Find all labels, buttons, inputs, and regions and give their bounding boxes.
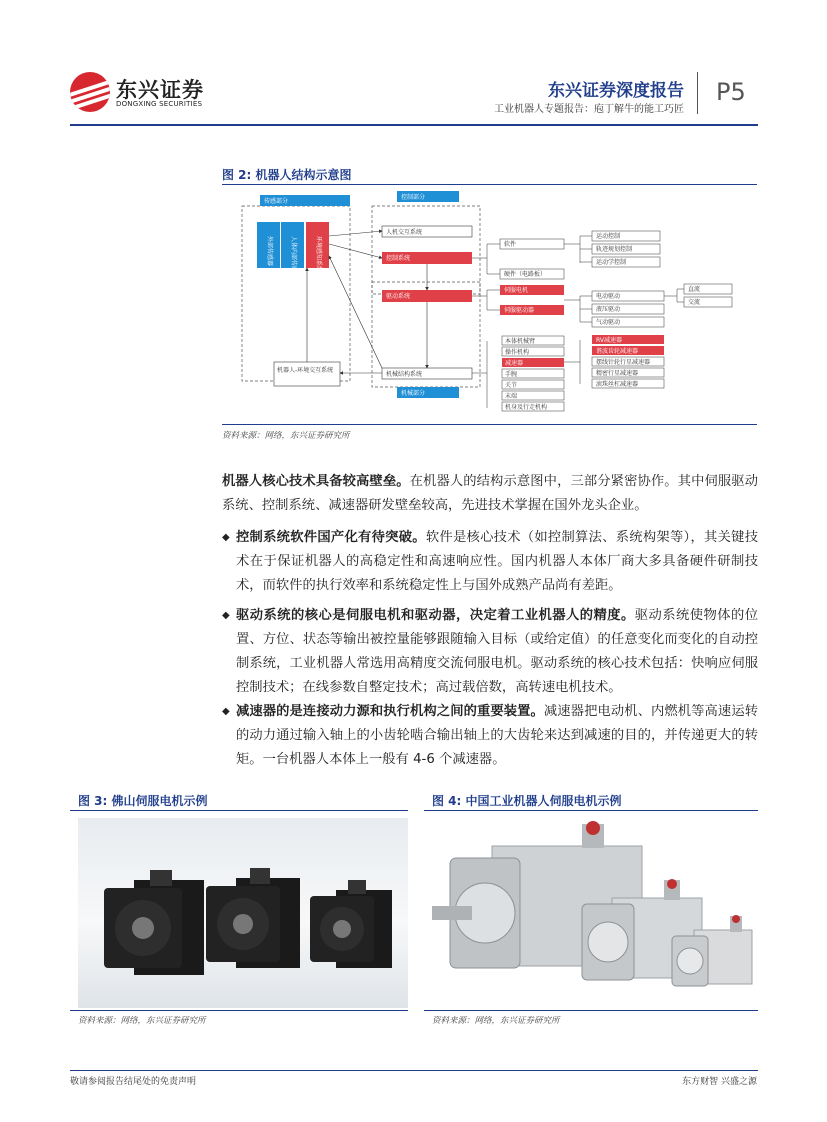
mechanical-group-label: 机械部分 [401,390,426,397]
footer-disclaimer: 敬请参阅报告结尾处的免责声明 [70,1077,197,1087]
worm-label: 滚珠丝杠减速器 [596,381,639,388]
figure-4-caption: 图 4: 中国工业机器人伺服电机示例 [432,794,622,808]
bullet-3-bold: 减速器的是连接动力源和执行机构之间的重要装置。 [236,704,544,719]
hmi-label: 人机交互系统 [386,229,423,236]
logo-text-en: DONGXING SECURITIES [116,100,203,108]
figure-2-bottom-rule [222,424,757,425]
intro-paragraph [222,470,758,518]
sensor-group-label: 传感部分 [264,198,289,205]
servo-motor-photo-foshan [78,818,408,1008]
joint-label: 关节 [505,382,518,389]
wrist-label: 手腕 [505,371,518,378]
internal-sensor-label: 人体内部传感器 [290,236,297,279]
robot-structure-diagram [222,186,757,422]
bullet-diamond-icon: ◆ [222,610,230,621]
mech-system-label: 机械结构系统 [386,371,423,378]
external-sensor-label: 外部传感器 [266,236,273,267]
bullet-1-bold: 控制系统软件国产化有待突破。 [236,530,426,545]
base-label: 本体机械臂 [505,338,536,345]
report-subtitle: 工业机器人专题报告：庖丁解牛的能工巧匠 [494,104,684,115]
electric-drive-label: 电动驱动 [596,293,621,300]
hydraulic-drive-label: 液压驱动 [596,306,621,313]
control-group-box [372,206,480,294]
bullet-1-text: 软件是核心技术（如控制算法、系统构架等），其关键技术在于保证机器人的高稳定性和高速响应性。国内机器人本体厂商大多具备硬件研制技术，而软件的执行效率和系统稳定性上与国外成熟产品尚有差距。 [236,530,759,593]
bullet-3-text: 减速器把电动机、内燃机等高速运转的动力通过输入轴上的小齿轮啮合输出轴上的大齿轮来达到减速的目的，并传递更大的转矩。一台机器人本体上一般有 4-6 个减速器。 [236,704,759,767]
figure-2-top-rule [222,184,757,185]
robot-env-box [274,362,340,386]
footer-slogan: 东方财智 兴盛之源 [682,1077,757,1087]
bullet-diamond-icon: ◆ [222,532,230,543]
footer-rule [70,1070,758,1071]
figure-2-caption: 图 2: 机器人结构示意图 [222,168,352,182]
servo-motor-photo-china [432,818,758,1008]
figure-3-bottom-rule [70,1010,408,1011]
figure-4-bottom-rule [424,1010,758,1011]
harmonic-label: 谐波齿轮减速器 [596,348,639,355]
control-system-label: 控制系统 [386,255,411,262]
header-rule [70,124,758,126]
intro-text: 在机器人的结构示意图中，三部分紧密协作。其中伺服驱动系统、控制系统、减速器研发壁垒较高，先进技术掌握在国外龙头企业。 [222,474,759,513]
bullet-2-bold: 驱动系统的核心是伺服电机和驱动器，决定着工业机器人的精度。 [236,608,635,623]
figure-3-top-rule [70,810,408,811]
reducer-label: 减速器 [505,360,524,367]
ac-label: 交流 [688,299,701,306]
bullet-diamond-icon: ◆ [222,706,230,717]
figure-3-source: 资料来源：网络，东兴证券研究所 [78,1016,206,1026]
bullet-drive-system [222,604,758,700]
dc-label: 直流 [688,286,701,293]
robot-env-label: 机器人-环境交互系统 [277,367,334,374]
figure-3-caption: 图 3: 佛山伺服电机示例 [78,794,208,808]
trajectory-label: 轨迹规划控制 [596,246,633,253]
mech-other-label: 机身及行走机构 [505,404,548,411]
env-detect-label: 环境感知系统 [315,236,322,273]
bullet-reducer [222,700,758,772]
control-algo-label: 运动控制 [596,233,621,240]
bullet-control-system [222,526,758,598]
page-number: P5 [716,78,746,106]
intro-bold: 机器人核心技术具备较高壁垒。 [222,474,410,489]
rv-reducer-label: RV减速器 [596,337,622,344]
report-title: 东兴证券深度报告 [548,81,684,101]
figure-2-source: 资料来源：网络，东兴证券研究所 [222,431,350,441]
figure-4-top-rule [424,810,758,811]
pneumatic-drive-label: 气动驱动 [596,319,621,326]
drive-system-label: 驱动系统 [386,293,411,300]
header-divider [697,72,698,114]
servo-motor-label: 伺服电机 [504,287,529,294]
hardware-label: 硬件（电路板） [504,271,547,278]
servo-driver-label: 伺服驱动器 [504,307,535,314]
planetary-label: 精密行星减速器 [596,370,639,377]
bullet-2-text: 驱动系统使物体的位置、方位、状态等输出被控量能够跟随输入目标（或给定值）的任意变化而变化的自动控制系统，工业机器人常选用高精度交流伺服电机。驱动系统的核心技术包括：快响应伺服控制技术；在线参数自整定技术；高过载倍数，高转速电机技术。 [236,608,759,695]
cycloid-label: 摆线针轮行星减速器 [596,359,651,366]
company-logo-icon [70,72,110,112]
motion-ctrl-label: 运动学控制 [596,259,627,266]
figure-4-source: 资料来源：网络，东兴证券研究所 [432,1016,560,1026]
control-group-label: 控制部分 [401,194,426,201]
arm-label: 操作机构 [505,349,530,356]
logo-text-cn: 东兴证券 [116,78,204,102]
software-label: 软件 [504,241,517,248]
hand-label: 末端 [505,393,518,400]
